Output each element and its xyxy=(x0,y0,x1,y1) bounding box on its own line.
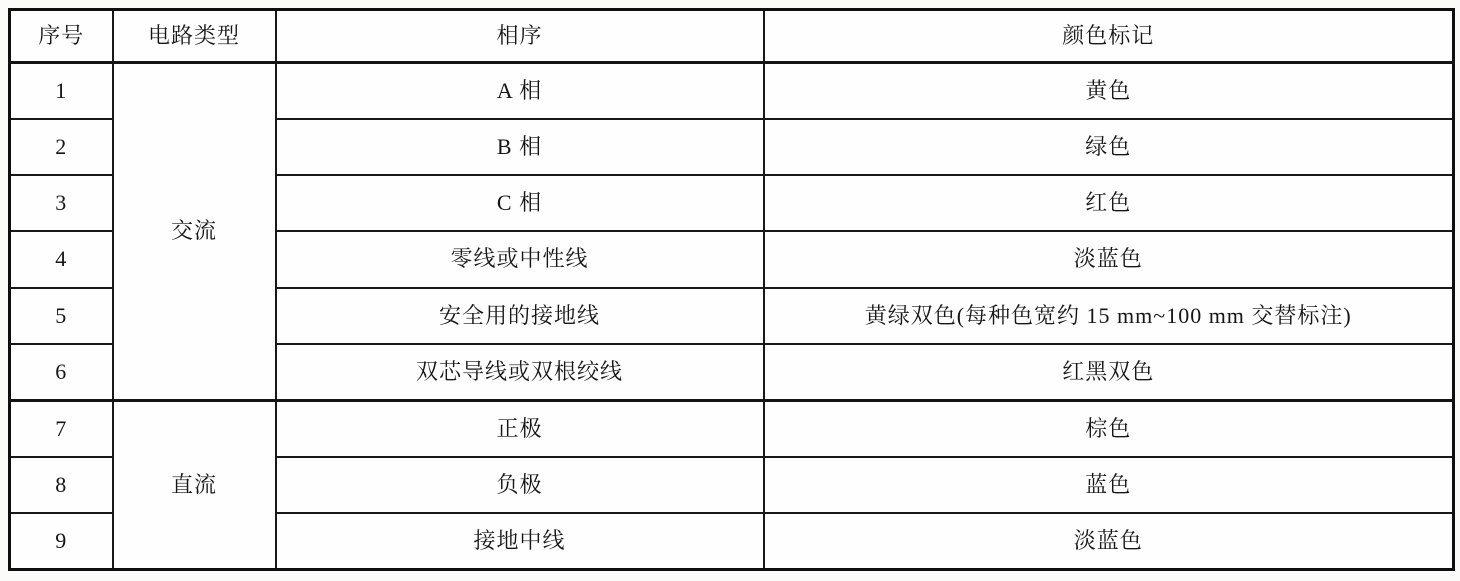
phase-cell: 正极 xyxy=(276,400,764,456)
circuit-type-cell-ac: 交流 xyxy=(113,63,276,401)
header-color-mark: 颜色标记 xyxy=(764,10,1454,63)
color-cell: 绿色 xyxy=(764,119,1454,175)
color-cell: 蓝色 xyxy=(764,457,1454,513)
color-cell: 红黑双色 xyxy=(764,344,1454,400)
seq-cell: 2 xyxy=(10,119,113,175)
phase-cell: 双芯导线或双根绞线 xyxy=(276,344,764,400)
header-phase: 相序 xyxy=(276,10,764,63)
seq-cell: 9 xyxy=(10,513,113,569)
header-seq: 序号 xyxy=(10,10,113,63)
table-header-row xyxy=(10,10,1454,63)
phase-cell: 负极 xyxy=(276,457,764,513)
table-row xyxy=(10,400,1454,456)
seq-cell: 8 xyxy=(10,457,113,513)
phase-cell: C 相 xyxy=(276,175,764,231)
color-cell: 棕色 xyxy=(764,400,1454,456)
seq-cell: 6 xyxy=(10,344,113,400)
color-cell: 淡蓝色 xyxy=(764,231,1454,287)
seq-cell: 5 xyxy=(10,288,113,344)
circuit-type-cell-dc: 直流 xyxy=(113,400,276,569)
seq-cell: 3 xyxy=(10,175,113,231)
phase-cell: A 相 xyxy=(276,63,764,119)
seq-cell: 7 xyxy=(10,400,113,456)
table-row xyxy=(10,63,1454,119)
phase-cell: 安全用的接地线 xyxy=(276,288,764,344)
phase-cell: 接地中线 xyxy=(276,513,764,569)
color-cell: 黄色 xyxy=(764,63,1454,119)
color-cell: 红色 xyxy=(764,175,1454,231)
header-circuit: 电路类型 xyxy=(113,10,276,63)
color-cell: 淡蓝色 xyxy=(764,513,1454,569)
seq-cell: 4 xyxy=(10,231,113,287)
phase-cell: 零线或中性线 xyxy=(276,231,764,287)
wire-color-marking-table xyxy=(8,8,1455,571)
seq-cell: 1 xyxy=(10,63,113,119)
color-cell: 黄绿双色(每种色宽约 15 mm~100 mm 交替标注) xyxy=(764,288,1454,344)
phase-cell: B 相 xyxy=(276,119,764,175)
